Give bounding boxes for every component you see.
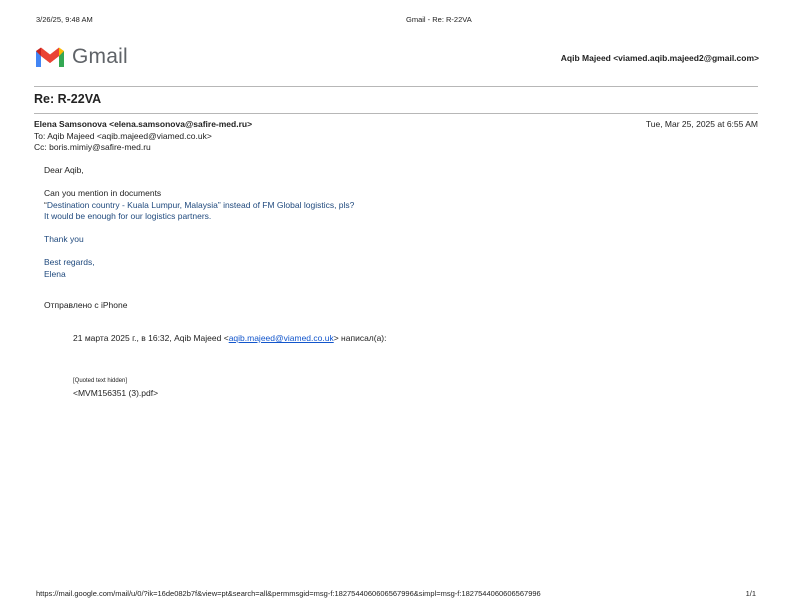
sender: Elena Samsonova <elena.samsonova@safire-med.ru> xyxy=(34,119,253,129)
attachment-name: <MVM156351 (3).pdf> xyxy=(73,388,159,398)
print-url: https://mail.google.com/mail/u/0/?ik=16de082b7f&view=pt&search=all&permmsgid=msg-f:1827544060606567996&simpl=msg-f:1827544060606567996 xyxy=(36,589,541,598)
quoted-text-hidden[interactable]: [Quoted text hidden] xyxy=(73,378,128,384)
body-line-2: “Destination country - Kuala Lumpur, Malaysia” instead of FM Global logistics, pls? xyxy=(44,199,355,210)
print-title: Gmail - Re: R-22VA xyxy=(406,15,472,24)
sent-from-line: Отправлено с iPhone xyxy=(44,300,128,310)
account-email: Aqib Majeed <viamed.aqib.majeed2@gmail.com> xyxy=(560,53,759,63)
quoted-email-link[interactable]: aqib.majeed@viamed.co.uk xyxy=(228,333,334,343)
body-line-1: Can you mention in documents xyxy=(44,188,162,198)
greeting: Dear Aqib, xyxy=(44,165,84,175)
page-number: 1/1 xyxy=(745,589,756,598)
gmail-logo xyxy=(34,44,128,70)
message-header xyxy=(34,119,252,154)
recipient-to: To: Aqib Majeed <aqib.majeed@viamed.co.uk> xyxy=(34,130,212,141)
quote-attribution: 21 марта 2025 г., в 16:32, Aqib Majeed <aqib.majeed@viamed.co.uk> написал(а): xyxy=(73,333,387,343)
message-date: Tue, Mar 25, 2025 at 6:55 AM xyxy=(645,119,758,129)
message-body xyxy=(44,165,354,280)
body-line-3: It would be enough for our logistics partners. xyxy=(44,211,212,221)
regards-line: Best regards, xyxy=(44,257,95,267)
print-datetime: 3/26/25, 9:48 AM xyxy=(36,15,93,24)
signature-name: Elena xyxy=(44,268,66,279)
divider-subject xyxy=(34,113,758,114)
thanks-line: Thank you xyxy=(44,234,84,244)
gmail-m-icon xyxy=(34,45,66,69)
recipient-cc: Cc: boris.mimiy@safire-med.ru xyxy=(34,142,151,152)
email-subject: Re: R-22VA xyxy=(34,92,102,106)
gmail-wordmark: Gmail xyxy=(72,45,128,68)
divider-top xyxy=(34,86,758,87)
